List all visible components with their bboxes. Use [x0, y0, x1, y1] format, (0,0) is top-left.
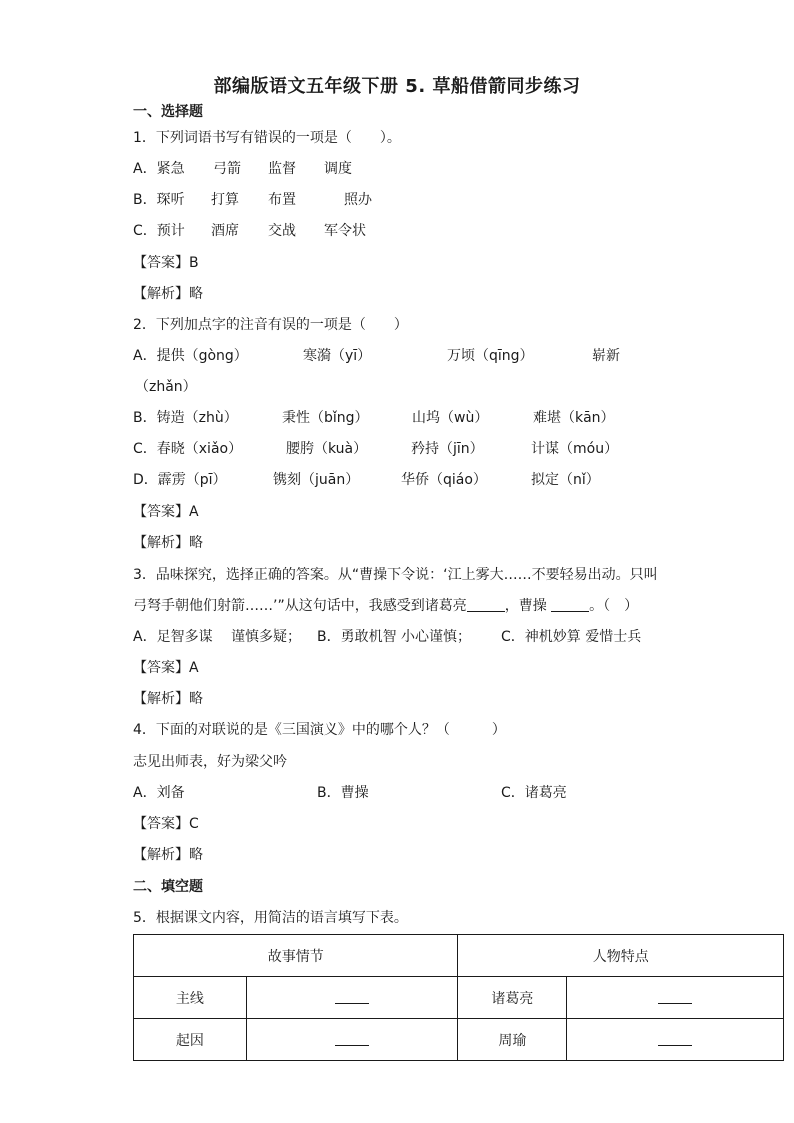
- q3-option-a: A．足智多谋 谨慎多疑；: [133, 629, 302, 645]
- q3-blank-1: [467, 597, 505, 612]
- q3-stem-part3: 。（ ）: [589, 598, 639, 614]
- q4-option-a: A．刘备: [133, 785, 185, 801]
- q2-option-b-1: B．铸造（zhù）: [133, 410, 238, 426]
- q2-option-c-4: 计谋（móu）: [531, 441, 619, 457]
- q5-stem: 5．根据课文内容，用简洁的语言填写下表。: [133, 910, 408, 926]
- q3-blank-2: [551, 597, 589, 612]
- q3-stem-line1: 3．品味探究，选择正确的答案。从“曹操下令说：‘江上雾大……不要轻易出动。只叫: [133, 567, 658, 583]
- q1-stem: 1．下列词语书写有错误的一项是（ ）。: [133, 130, 401, 146]
- q2-option-d-2: 镌刻（juān）: [273, 472, 360, 488]
- q3-stem-part1: 弓弩手朝他们射箭……’”从这句话中，我感受到诸葛亮: [133, 598, 467, 614]
- q2-option-b-3: 山坞（wù）: [412, 410, 489, 426]
- q1-option-b-1: B．琛听: [133, 192, 185, 208]
- q4-analysis: 【解析】略: [133, 847, 203, 863]
- fill-blank-cell[interactable]: [246, 977, 458, 1019]
- q1-option-a-1: A．紧急: [133, 161, 185, 177]
- page-title: 部编版语文五年级下册 5. 草船借箭同步练习: [213, 76, 581, 97]
- q2-option-c-3: 矜持（jīn）: [411, 441, 484, 457]
- answer-blank: [335, 989, 369, 1004]
- table-row: [134, 1019, 784, 1061]
- q1-option-b-3: 布置: [268, 192, 296, 208]
- header-plot: 故事情节: [134, 935, 458, 977]
- section-heading-choice: 一、选择题: [133, 104, 203, 120]
- q2-option-d-1: D．霹雳（pī）: [133, 472, 227, 488]
- q2-option-a-3: 万顷（qīng）: [447, 348, 534, 364]
- q1-answer: 【答案】B: [133, 255, 199, 271]
- q4-option-b: B．曹操: [317, 785, 369, 801]
- q2-option-a-cont: （zhǎn）: [135, 379, 197, 395]
- q4-stem: 4．下面的对联说的是《三国演义》中的哪个人？（ ）: [133, 722, 506, 738]
- header-character: 人物特点: [458, 935, 784, 977]
- row-person-zhouyu: 周瑜: [458, 1019, 567, 1061]
- q1-option-c-2: 酒席: [211, 223, 239, 239]
- q2-answer: 【答案】A: [133, 504, 199, 520]
- q2-option-b-4: 难堪（kān）: [533, 410, 615, 426]
- q2-option-a-1: A．提供（gòng）: [133, 348, 248, 364]
- q1-option-a-2: 弓箭: [213, 161, 241, 177]
- q3-stem-line2: [133, 596, 638, 616]
- q2-option-a-2: 寒漪（yī）: [303, 348, 372, 364]
- answer-blank: [658, 989, 692, 1004]
- q2-option-b-2: 秉性（bǐng）: [282, 410, 369, 426]
- row-label-mainline: 主线: [134, 977, 247, 1019]
- q4-couplet: 志见出师表，好为梁父吟: [133, 754, 287, 770]
- section-heading-fill: 二、填空题: [133, 879, 203, 895]
- fill-blank-cell[interactable]: [246, 1019, 458, 1061]
- q3-option-c: C．神机妙算 爱惜士兵: [501, 629, 642, 645]
- row-label-cause: 起因: [134, 1019, 247, 1061]
- q2-option-c-1: C．春晓（xiǎo）: [133, 441, 243, 457]
- q2-stem: 2．下列加点字的注音有误的一项是（ ）: [133, 317, 408, 333]
- fill-blank-cell[interactable]: [567, 977, 784, 1019]
- q3-analysis: 【解析】略: [133, 691, 203, 707]
- q1-option-a-3: 监督: [268, 161, 296, 177]
- q1-option-b-4: 照办: [344, 192, 372, 208]
- q3-option-b: B．勇敢机智 小心谨慎；: [317, 629, 472, 645]
- q4-answer: 【答案】C: [133, 816, 199, 832]
- q1-option-c-1: C．预计: [133, 223, 185, 239]
- q4-option-c: C．诸葛亮: [501, 785, 567, 801]
- q2-option-d-3: 华侨（qiáo）: [401, 472, 487, 488]
- q1-option-b-2: 打算: [211, 192, 239, 208]
- q1-analysis: 【解析】略: [133, 286, 203, 302]
- q2-option-d-4: 拟定（nǐ）: [531, 472, 600, 488]
- answer-blank: [335, 1031, 369, 1046]
- q1-option-c-4: 军令状: [324, 223, 366, 239]
- answer-blank: [658, 1031, 692, 1046]
- story-table: [133, 934, 784, 1061]
- q1-option-c-3: 交战: [268, 223, 296, 239]
- q3-answer: 【答案】A: [133, 660, 199, 676]
- q3-stem-part2: ，曹操: [504, 598, 547, 614]
- q2-option-a-4: 崭新: [592, 348, 620, 364]
- q2-option-c-2: 腰胯（kuà）: [286, 441, 368, 457]
- table-header-row: [134, 935, 784, 977]
- row-person-zhugeliang: 诸葛亮: [458, 977, 567, 1019]
- q2-analysis: 【解析】略: [133, 535, 203, 551]
- q1-option-a-4: 调度: [324, 161, 352, 177]
- table-row: [134, 977, 784, 1019]
- fill-blank-cell[interactable]: [567, 1019, 784, 1061]
